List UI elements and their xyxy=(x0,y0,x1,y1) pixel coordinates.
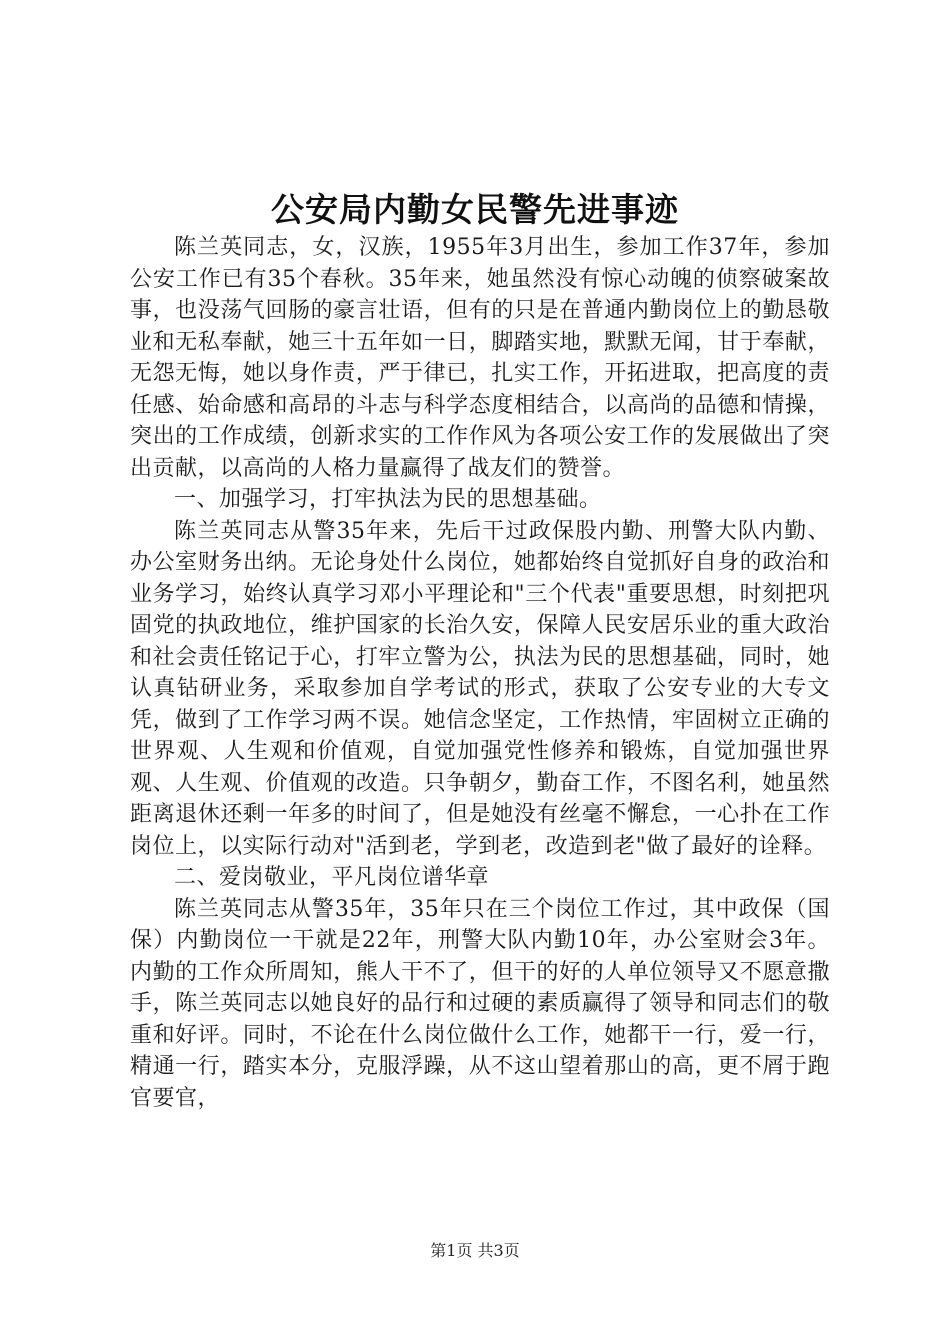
paragraph-section-2: 陈兰英同志从警35年，35年只在三个岗位工作过，其中政保（国保）内勤岗位一干就是22年，刑警大队内勤10年，办公室财会3年。内勤的工作众所周知，熊人干不了，但干的好的人单位领导又不愿意撒手，陈兰英同志以她良好的品行和过硬的素质赢得了领导和同志们的敬重和好评。同时，不论在什么岗位做什么工作，她都干一行，爱一行，精通一行，踏实本分，克服浮躁，从不这山望着那山的高，更不屑于跑官要官， xyxy=(130,896,830,1111)
page-footer: 第1页 共3页 xyxy=(430,1241,520,1260)
document-body xyxy=(130,232,830,1114)
document-title: 公安局内勤女民警先进事迹 xyxy=(271,190,679,229)
section-heading-1: 一、加强学习，打牢执法为民的思想基础。 xyxy=(174,487,602,512)
section-heading-2: 二、爱岗敬业，平凡岗位谱华章 xyxy=(174,865,490,890)
paragraph-intro: 陈兰英同志，女，汉族，1955年3月出生，参加工作37年，参加公安工作已有35个春秋。35年来，她虽然没有惊心动魄的侦察破案故事，也没荡气回肠的豪言壮语，但有的只是在普通内勤岗位上的勤恳敬业和无私奉献，她三十五年如一日，脚踏实地，默默无闻，甘于奉献，无怨无悔，她以身作责，严于律已，扎实工作，开拓进取，把高度的责任感、始命感和高昂的斗志与科学态度相结合，以高尚的品德和情操，突出的工作成绩，创新求实的工作作风为各项公安工作的发展做出了突出贡献，以高尚的人格力量赢得了战友们的赞誉。 xyxy=(130,235,830,481)
paragraph-section-1: 陈兰英同志从警35年来，先后干过政保股内勤、刑警大队内勤、办公室财务出纳。无论身处什么岗位，她都始终自觉抓好自身的政治和业务学习，始终认真学习邓小平理论和"三个代表"重要思想，时刻把巩固党的执政地位，维护国家的长治久安，保障人民安居乐业的重大政治和社会责任铭记于心，打牢立警为公，执法为民的思想基础，同时，她认真钻研业务，采取参加自学考试的形式，获取了公安专业的大专文凭，做到了工作学习两不误。她信念坚定，工作热情，牢固树立正确的世界观、人生观和价值观，自觉加强党性修养和锻炼，自觉加强世界观、人生观、价值观的改造。只争朝夕，勤奋工作，不图名利，她虽然距离退休还剩一年多的时间了，但是她没有丝毫不懈怠，一心扑在工作岗位上，以实际行动对"活到老，学到老，改造到老"做了最好的诠释。 xyxy=(130,518,830,859)
